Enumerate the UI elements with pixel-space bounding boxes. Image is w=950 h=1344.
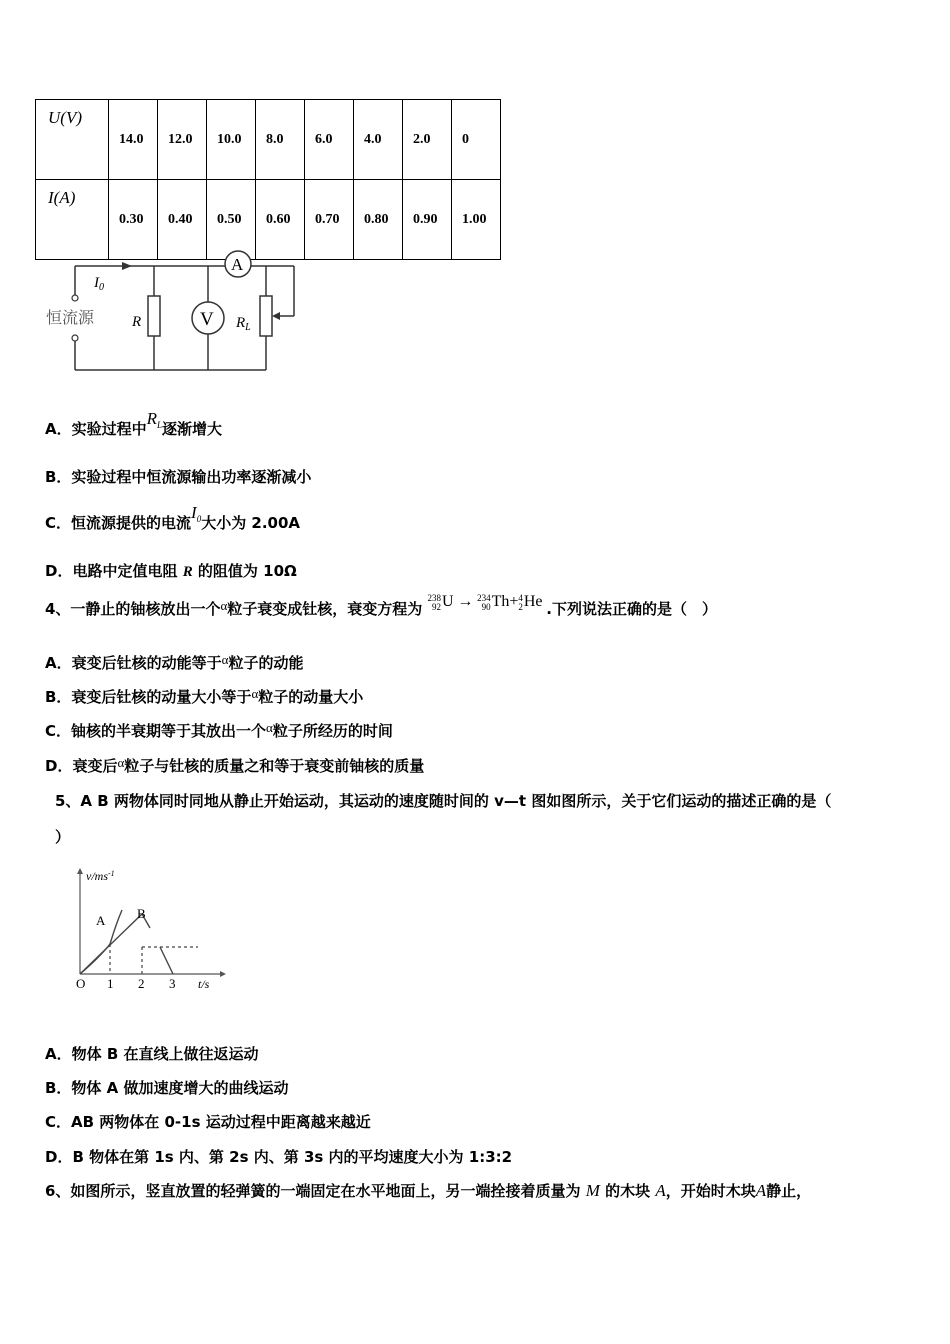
q4-option-c: C．铀核的半衰期等于其放出一个α粒子所经历的时间 [45,720,393,740]
u-cell: 8.0 [256,100,305,180]
source-label: 恒流源 [46,308,95,327]
u-header: U(V) [36,100,109,180]
tick-label: 1 [107,976,114,991]
tick-label: 3 [169,976,176,991]
i-cell: 0.90 [403,180,452,260]
q4-option-a: A．衰变后钍核的动能等于α粒子的动能 [45,652,304,672]
u-cell: 4.0 [354,100,403,180]
q5-option-b: B．物体 A 做加速度增大的曲线运动 [45,1079,289,1097]
i-cell: 0.40 [158,180,207,260]
q4-stem: 4、一静止的铀核放出一个α粒子衰变成钍核，衰变方程为 238 92U → 234 90Th+4 2He .下列说法正确的是（ ） [45,592,717,618]
i-cell: 0.50 [207,180,256,260]
decay-equation: 238 92U → 234 90Th+4 2He [427,592,543,612]
i-cell: 0.70 [305,180,354,260]
q3-option-b: B．实验过程中恒流源输出功率逐渐减小 [45,468,312,486]
vt-graph [70,862,230,992]
ylabel: $v/ms^{-1}$ [86,869,115,883]
tick-label: 2 [138,976,145,991]
u-cell: 6.0 [305,100,354,180]
q5-option-c: C．AB 两物体在 0-1s 运动过程中距离越来越近 [45,1113,371,1131]
u-cell: 2.0 [403,100,452,180]
i-cell: 0.80 [354,180,403,260]
u-cell: 10.0 [207,100,256,180]
q3-option-d: D．电路中定值电阻 R 的阻值为 10Ω [45,562,297,580]
q5-option-a: A．物体 B 在直线上做往返运动 [45,1045,259,1063]
circuit-diagram [40,250,310,380]
current-label: $I_0$ [94,275,104,293]
i-cell: 0.60 [256,180,305,260]
ammeter-label: A [231,255,244,274]
q5-stem-end: ） [55,828,71,846]
table-row [36,100,501,180]
uv-data-table [35,99,501,260]
rl-label: $R_L$ [236,315,251,333]
xlabel: t/s [198,977,210,991]
u-cell: 0 [452,100,501,180]
table-row [36,180,501,260]
i-cell: 0.30 [109,180,158,260]
label-a: A [96,913,106,928]
curve-b-return [160,947,173,974]
u-cell: 14.0 [109,100,158,180]
origin-label: O [76,976,86,991]
i-header: I(A) [36,180,109,260]
r-label: R [132,314,142,330]
label-b: B [137,906,146,921]
q5-stem: 5、A B 两物体同时同地从静止开始运动，其运动的速度随时间的 v—t 图如图所示，关于它们运动的描述正确的是（ [55,792,832,810]
voltmeter-label: V [200,309,214,330]
i-cell: 1.00 [452,180,501,260]
q6-stem: 6、如图所示，竖直放置的轻弹簧的一端固定在水平地面上，另一端拴接着质量为 M 的木块 A，开始时木块A静止， [45,1181,812,1200]
q5-option-d: D．B 物体在第 1s 内、第 2s 内、第 3s 内的平均速度大小为 1:3:2 [45,1148,513,1166]
q4-option-d: D．衰变后α粒子与钍核的质量之和等于衰变前铀核的质量 [45,755,425,775]
q3-option-a: A．实验过程中$R^L$逐渐增大 [45,409,223,438]
q3-option-c: C．恒流源提供的电流$I^0$大小为 2.00A [45,503,301,532]
q4-option-b: B．衰变后钍核的动量大小等于α粒子的动量大小 [45,686,364,706]
u-cell: 12.0 [158,100,207,180]
